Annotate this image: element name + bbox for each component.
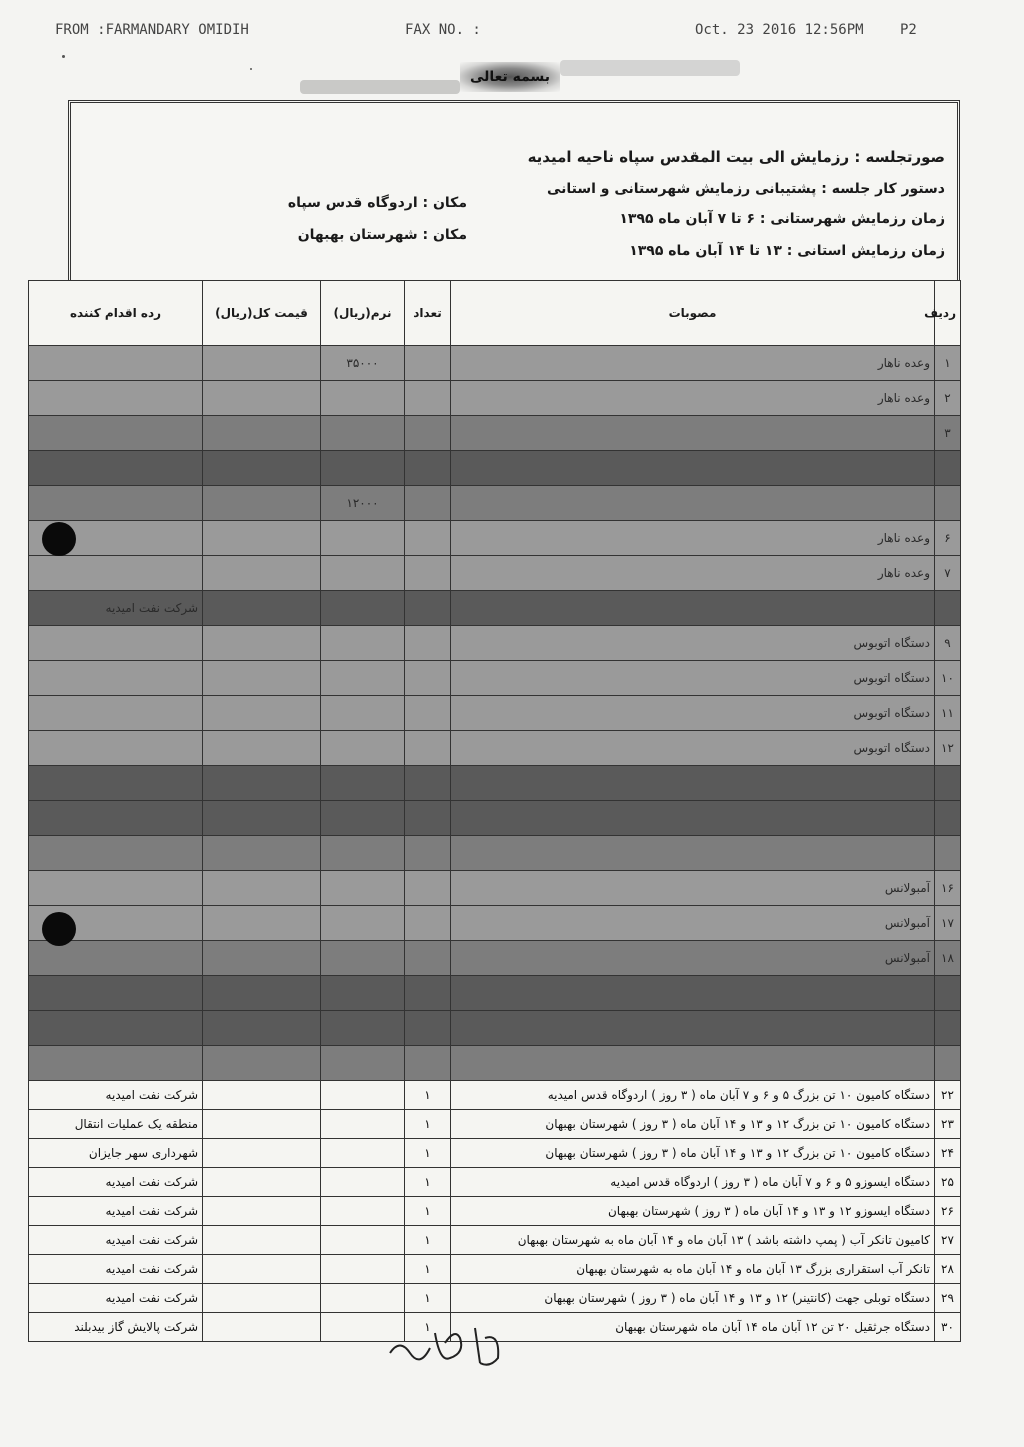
- cell-row: [935, 1011, 961, 1046]
- cell-count: ۱: [405, 1110, 451, 1139]
- cell-resolution: دستگاه اتوبوس: [451, 661, 935, 696]
- cell-row: ۲۴: [935, 1139, 961, 1168]
- cell-resolution: دستگاه کامیون ۱۰ تن بزرگ ۱۲ و ۱۳ و ۱۴ آبان ماه ( ۳ روز ) شهرستان بهبهان: [451, 1139, 935, 1168]
- cell-count: [405, 941, 451, 976]
- table-row-obscured: [29, 836, 961, 871]
- cell-resolution: آمبولانس: [451, 941, 935, 976]
- cell-resolution: کامیون تانکر آب ( پمپ داشته باشد ) ۱۳ آبان ماه و ۱۴ آبان ماه به شهرستان بهبهان: [451, 1226, 935, 1255]
- cell-row: ۱۰: [935, 661, 961, 696]
- table-row-obscured: [29, 556, 961, 591]
- province-time-line: زمان رزمایش استانی : ۱۳ تا ۱۴ آبان ماه ۱۳۹۵: [629, 243, 945, 259]
- cell-row: ۱۸: [935, 941, 961, 976]
- cell-count: [405, 906, 451, 941]
- cell-rate: [321, 731, 405, 766]
- punch-hole: [42, 522, 76, 556]
- cell-resolution: وعده ناهار: [451, 381, 935, 416]
- cell-resolution: [451, 1046, 935, 1081]
- cell-total: [203, 871, 321, 906]
- cell-actor: [29, 941, 203, 976]
- header-rate: نرم(ریال): [321, 281, 405, 346]
- cell-actor: شرکت نفت امیدیه: [29, 1284, 203, 1313]
- cell-rate: [321, 556, 405, 591]
- cell-rate: [321, 906, 405, 941]
- fax-number: FAX NO. :: [405, 22, 481, 38]
- cell-rate: [321, 1081, 405, 1110]
- cell-resolution: [451, 591, 935, 626]
- cell-rate: [321, 801, 405, 836]
- cell-row: [935, 836, 961, 871]
- table-row-obscured: [29, 976, 961, 1011]
- table-row: [29, 1110, 961, 1139]
- cell-total: [203, 801, 321, 836]
- cell-actor: شرکت پالایش گاز بیدبلند: [29, 1313, 203, 1342]
- cell-row: ۱۷: [935, 906, 961, 941]
- cell-count: [405, 626, 451, 661]
- cell-rate: [321, 1139, 405, 1168]
- cell-resolution: دستگاه اتوبوس: [451, 696, 935, 731]
- header-count: تعداد: [405, 281, 451, 346]
- cell-count: ۱: [405, 1284, 451, 1313]
- cell-total: [203, 521, 321, 556]
- cell-rate: [321, 1197, 405, 1226]
- table-row-obscured: [29, 1046, 961, 1081]
- cell-rate: [321, 626, 405, 661]
- cell-row: ۹: [935, 626, 961, 661]
- cell-rate: [321, 451, 405, 486]
- cell-rate: [321, 1046, 405, 1081]
- table-row: [29, 1197, 961, 1226]
- cell-actor: شرکت نفت امیدیه: [29, 1226, 203, 1255]
- cell-resolution: وعده ناهار: [451, 346, 935, 381]
- document-title: بسمه تعالی: [460, 62, 560, 92]
- cell-actor: [29, 486, 203, 521]
- cell-actor: [29, 346, 203, 381]
- table-row-obscured: [29, 486, 961, 521]
- cell-total: [203, 1081, 321, 1110]
- cell-row: ۲۹: [935, 1284, 961, 1313]
- cell-total: [203, 486, 321, 521]
- cell-rate: [321, 871, 405, 906]
- cell-row: ۱۶: [935, 871, 961, 906]
- cell-resolution: [451, 836, 935, 871]
- cell-total: [203, 1255, 321, 1284]
- cell-total: [203, 381, 321, 416]
- cell-count: ۱: [405, 1081, 451, 1110]
- cell-count: [405, 871, 451, 906]
- cell-count: [405, 1046, 451, 1081]
- cell-row: ۲۸: [935, 1255, 961, 1284]
- cell-row: [935, 486, 961, 521]
- cell-total: [203, 661, 321, 696]
- cell-row: [935, 801, 961, 836]
- table-row-obscured: [29, 906, 961, 941]
- cell-rate: [321, 1226, 405, 1255]
- cell-actor: [29, 1046, 203, 1081]
- cell-row: [935, 1046, 961, 1081]
- cell-row: ۱: [935, 346, 961, 381]
- cell-total: [203, 1197, 321, 1226]
- place-line-2: مکان : شهرستان بهبهان: [297, 227, 467, 243]
- cell-actor: شرکت نفت امیدیه: [29, 1197, 203, 1226]
- cell-rate: [321, 381, 405, 416]
- cell-count: [405, 416, 451, 451]
- scan-speck: [250, 68, 252, 70]
- table-row-obscured: [29, 696, 961, 731]
- table-row: [29, 1226, 961, 1255]
- cell-count: [405, 591, 451, 626]
- meeting-info-box: [68, 100, 960, 295]
- cell-total: [203, 1168, 321, 1197]
- cell-resolution: دستگاه اتوبوس: [451, 731, 935, 766]
- cell-actor: منطقه یک عملیات انتقال: [29, 1110, 203, 1139]
- cell-count: [405, 381, 451, 416]
- county-time-line: زمان رزمایش شهرستانی : ۶ تا ۷ آبان ماه ۱۳۹۵: [619, 211, 945, 227]
- cell-rate: [321, 976, 405, 1011]
- cell-actor: [29, 661, 203, 696]
- cell-resolution: [451, 416, 935, 451]
- cell-row: [935, 976, 961, 1011]
- cell-actor: شرکت نفت امیدیه: [29, 1081, 203, 1110]
- cell-rate: [321, 766, 405, 801]
- cell-resolution: [451, 766, 935, 801]
- cell-count: [405, 836, 451, 871]
- cell-total: [203, 976, 321, 1011]
- cell-actor: شرکت نفت امیدیه: [29, 1168, 203, 1197]
- table-header-row: [29, 281, 961, 346]
- cell-resolution: وعده ناهار: [451, 556, 935, 591]
- cell-total: [203, 1313, 321, 1342]
- cell-row: ۱۱: [935, 696, 961, 731]
- cell-row: ۷: [935, 556, 961, 591]
- cell-resolution: دستگاه اتوبوس: [451, 626, 935, 661]
- cell-count: [405, 801, 451, 836]
- cell-total: [203, 1226, 321, 1255]
- cell-actor: [29, 836, 203, 871]
- cell-count: [405, 976, 451, 1011]
- cell-actor: [29, 801, 203, 836]
- cell-resolution: تانکر آب استقراری بزرگ ۱۳ آبان ماه و ۱۴ آبان ماه به شهرستان بهبهان: [451, 1255, 935, 1284]
- cell-row: ۲۲: [935, 1081, 961, 1110]
- cell-resolution: [451, 801, 935, 836]
- fax-header: [55, 22, 935, 44]
- table-row-obscured: [29, 731, 961, 766]
- cell-total: [203, 1139, 321, 1168]
- cell-total: [203, 1011, 321, 1046]
- cell-total: [203, 1110, 321, 1139]
- cell-count: [405, 696, 451, 731]
- cell-count: ۱: [405, 1313, 451, 1342]
- table-row-obscured: [29, 661, 961, 696]
- cell-total: [203, 346, 321, 381]
- cell-rate: [321, 1110, 405, 1139]
- cell-rate: ۳۵۰۰۰: [321, 346, 405, 381]
- cell-resolution: آمبولانس: [451, 906, 935, 941]
- cell-total: [203, 941, 321, 976]
- cell-count: ۱: [405, 1197, 451, 1226]
- cell-actor: شرکت نفت امیدیه: [29, 591, 203, 626]
- table-row: [29, 1139, 961, 1168]
- agenda-line: دستور کار جلسه : پشتیبانی رزمایش شهرستانی و استانی: [546, 181, 945, 197]
- table-row-obscured: [29, 416, 961, 451]
- cell-count: [405, 521, 451, 556]
- punch-hole: [42, 912, 76, 946]
- cell-row: ۲۷: [935, 1226, 961, 1255]
- cell-resolution: [451, 486, 935, 521]
- table-row-obscured: [29, 521, 961, 556]
- cell-total: [203, 1284, 321, 1313]
- cell-row: [935, 451, 961, 486]
- cell-count: [405, 731, 451, 766]
- cell-count: [405, 1011, 451, 1046]
- cell-resolution: دستگاه کامیون ۱۰ تن بزرگ ۵ و ۶ و ۷ آبان ماه ( ۳ روز ) اردوگاه قدس امیدیه: [451, 1081, 935, 1110]
- obscured-rows: [29, 346, 961, 1081]
- cell-row: ۳: [935, 416, 961, 451]
- cell-actor: [29, 626, 203, 661]
- table-row-obscured: [29, 801, 961, 836]
- cell-row: [935, 591, 961, 626]
- cell-row: ۳۰: [935, 1313, 961, 1342]
- cell-rate: [321, 696, 405, 731]
- cell-rate: [321, 1011, 405, 1046]
- table-row: [29, 1284, 961, 1313]
- cell-rate: [321, 521, 405, 556]
- cell-count: [405, 451, 451, 486]
- header-resolutions: مصوبات: [451, 281, 935, 346]
- cell-total: [203, 556, 321, 591]
- header-total: قیمت کل(ریال): [203, 281, 321, 346]
- cell-actor: شرکت نفت امیدیه: [29, 1255, 203, 1284]
- cell-count: ۱: [405, 1226, 451, 1255]
- cell-count: [405, 346, 451, 381]
- cell-actor: [29, 381, 203, 416]
- cell-actor: [29, 696, 203, 731]
- cell-total: [203, 696, 321, 731]
- cell-rate: [321, 1168, 405, 1197]
- cell-resolution: وعده ناهار: [451, 521, 935, 556]
- cell-count: [405, 556, 451, 591]
- cell-actor: [29, 416, 203, 451]
- visible-rows: [29, 1081, 961, 1342]
- cell-rate: [321, 1284, 405, 1313]
- cell-resolution: آمبولانس: [451, 871, 935, 906]
- cell-row: ۲۳: [935, 1110, 961, 1139]
- table-row-obscured: [29, 941, 961, 976]
- cell-actor: [29, 976, 203, 1011]
- cell-actor: [29, 766, 203, 801]
- cell-rate: [321, 591, 405, 626]
- cell-resolution: [451, 976, 935, 1011]
- table-row-obscured: [29, 1011, 961, 1046]
- cell-total: [203, 731, 321, 766]
- cell-actor: [29, 451, 203, 486]
- place-line-1: مکان : اردوگاه قدس سپاه: [287, 195, 467, 211]
- table-row: [29, 1168, 961, 1197]
- cell-count: [405, 486, 451, 521]
- cell-rate: [321, 1255, 405, 1284]
- cell-count: ۱: [405, 1255, 451, 1284]
- cell-total: [203, 836, 321, 871]
- cell-row: ۱۲: [935, 731, 961, 766]
- cell-count: [405, 766, 451, 801]
- cell-row: ۲۵: [935, 1168, 961, 1197]
- cell-total: [203, 591, 321, 626]
- header-actor: رده اقدام کننده: [29, 281, 203, 346]
- cell-row: ۲: [935, 381, 961, 416]
- cell-count: ۱: [405, 1168, 451, 1197]
- cell-total: [203, 451, 321, 486]
- handwritten-signature: [380, 1318, 520, 1378]
- cell-actor: [29, 1011, 203, 1046]
- cell-resolution: دستگاه ایسوزو ۱۲ و ۱۳ و ۱۴ آبان ماه ( ۳ روز ) شهرستان بهبهان: [451, 1197, 935, 1226]
- table-row-obscured: [29, 591, 961, 626]
- cell-total: [203, 626, 321, 661]
- cell-actor: شهرداری سهر جایزان: [29, 1139, 203, 1168]
- cell-total: [203, 766, 321, 801]
- cell-resolution: [451, 1011, 935, 1046]
- cell-resolution: دستگاه توبلی جهت (کانتینر) ۱۲ و ۱۳ و ۱۴ آبان ماه ( ۳ روز ) شهرستان بهبهان: [451, 1284, 935, 1313]
- cell-rate: [321, 836, 405, 871]
- cell-total: [203, 1046, 321, 1081]
- cell-row: ۶: [935, 521, 961, 556]
- cell-actor: [29, 871, 203, 906]
- fax-datetime: Oct. 23 2016 12:56PM: [695, 22, 864, 38]
- cell-row: ۲۶: [935, 1197, 961, 1226]
- cell-resolution: دستگاه جرثقیل ۲۰ تن ۱۲ آبان ماه ۱۴ آبان ماه شهرستان بهبهان: [451, 1313, 935, 1342]
- cell-total: [203, 906, 321, 941]
- header-row-number: ردیف: [935, 281, 961, 346]
- cell-actor: [29, 731, 203, 766]
- cell-rate: ۱۲۰۰۰: [321, 486, 405, 521]
- cell-resolution: دستگاه کامیون ۱۰ تن بزرگ ۱۲ و ۱۳ و ۱۴ آبان ماه ( ۳ روز ) شهرستان بهبهان: [451, 1110, 935, 1139]
- cell-rate: [321, 941, 405, 976]
- table-row-obscured: [29, 871, 961, 906]
- cell-total: [203, 416, 321, 451]
- table-row-obscured: [29, 381, 961, 416]
- table-row-obscured: [29, 346, 961, 381]
- cell-rate: [321, 661, 405, 696]
- cell-rate: [321, 416, 405, 451]
- resolutions-table: [28, 280, 961, 1342]
- table-row-obscured: [29, 766, 961, 801]
- cell-actor: [29, 556, 203, 591]
- scan-noise: [560, 60, 740, 76]
- minutes-line: صورتجلسه : رزمایش الی بیت المقدس سپاه ناحیه امیدیه: [527, 148, 945, 166]
- cell-row: [935, 766, 961, 801]
- table-row: [29, 1255, 961, 1284]
- cell-count: ۱: [405, 1139, 451, 1168]
- table-row-obscured: [29, 626, 961, 661]
- cell-count: [405, 661, 451, 696]
- scan-noise: [300, 80, 460, 94]
- fax-from: FROM :FARMANDARY OMIDIH: [55, 22, 249, 38]
- scan-speck: [62, 55, 65, 58]
- table-row: [29, 1081, 961, 1110]
- table-row-obscured: [29, 451, 961, 486]
- cell-resolution: [451, 451, 935, 486]
- fax-page: P2: [900, 22, 917, 38]
- cell-resolution: دستگاه ایسوزو ۵ و ۶ و ۷ آبان ماه ( ۳ روز ) اردوگاه قدس امیدیه: [451, 1168, 935, 1197]
